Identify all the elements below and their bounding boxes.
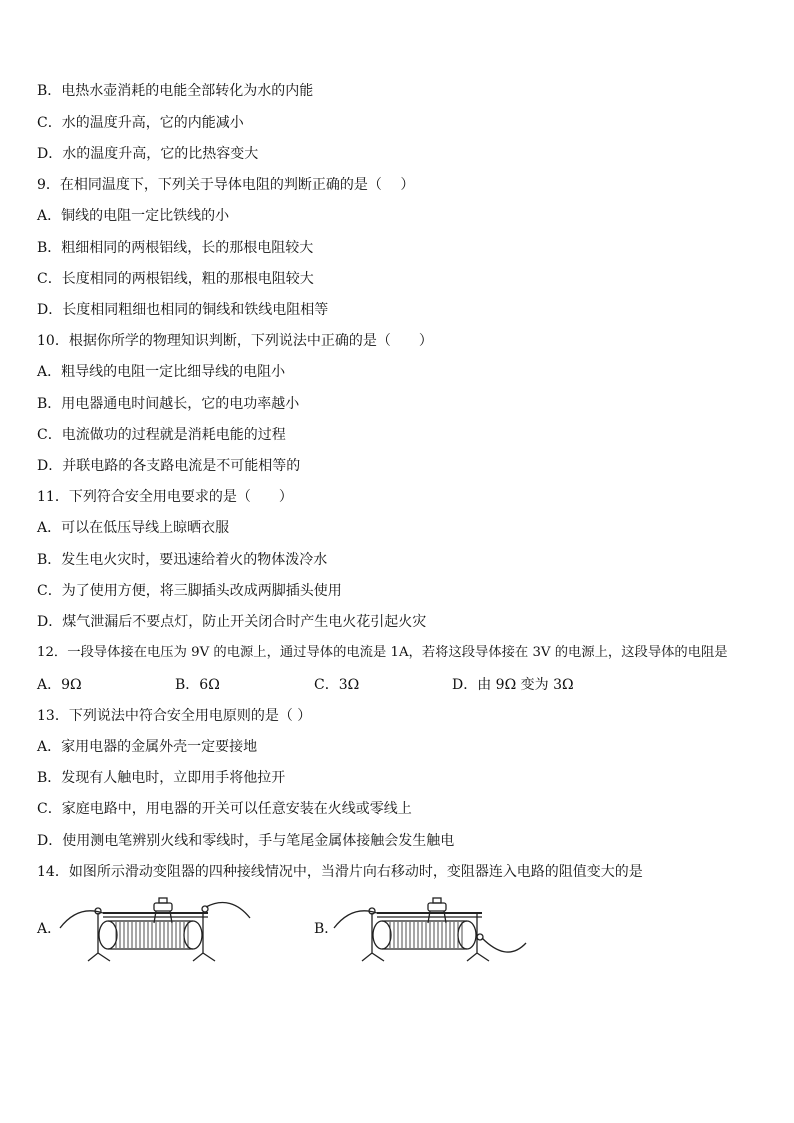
question-11: 11．下列符合安全用电要求的是（ ） (37, 489, 293, 505)
option-c-q8: C．水的温度升高，它的内能减小 (37, 115, 244, 131)
option-c-q9: C．长度相同的两根铝线，粗的那根电阻较大 (37, 271, 314, 287)
option-a-q11: A．可以在低压导线上晾晒衣服 (37, 520, 230, 536)
option-a-q9: A．铜线的电阻一定比铁线的小 (37, 208, 230, 224)
option-d-q12: D．由 9Ω 变为 3Ω (452, 677, 574, 693)
option-a-q13: A．家用电器的金属外壳一定要接地 (37, 739, 258, 755)
option-a-q12: A．9Ω (37, 677, 82, 693)
question-9: 9．在相同温度下，下列关于导体电阻的判断正确的是（ ） (37, 177, 415, 193)
option-c-q12: C．3Ω (314, 677, 360, 693)
option-b-q9: B．粗细相同的两根铝线，长的那根电阻较大 (37, 240, 314, 256)
rheostat-figure-a (58, 893, 258, 965)
rheostat-figure-b (332, 893, 532, 965)
option-d-q10: D．并联电路的各支路电流是不可能相等的 (37, 458, 301, 474)
option-c-q13: C．家庭电路中，用电器的开关可以任意安装在火线或零线上 (37, 801, 412, 817)
option-d-q11: D．煤气泄漏后不要点灯，防止开关闭合时产生电火花引起火灾 (37, 614, 427, 630)
question-13: 13．下列说法中符合安全用电原则的是（ ） (37, 708, 312, 724)
question-10: 10．根据你所学的物理知识判断，下列说法中正确的是（ ） (37, 333, 433, 349)
figure-b-label: B． (314, 921, 339, 937)
option-b-q12: B．6Ω (175, 677, 220, 693)
option-a-q10: A．粗导线的电阻一定比细导线的电阻小 (37, 364, 286, 380)
option-d-q13: D．使用测电笔辨别火线和零线时，手与笔尾金属体接触会发生触电 (37, 833, 455, 849)
option-b-q8: B．电热水壶消耗的电能全部转化为水的内能 (37, 83, 314, 99)
option-b-q11: B．发生电火灾时，要迅速给着火的物体泼冷水 (37, 552, 328, 568)
option-d-q9: D．长度相同粗细也相同的铜线和铁线电阻相等 (37, 302, 329, 318)
option-b-q10: B．用电器通电时间越长，它的电功率越小 (37, 396, 300, 412)
question-12: 12．一段导体接在电压为 9V 的电源上，通过导体的电流是 1A，若将这段导体接在 3V 的电源上，这段导体的电阻是 (37, 645, 728, 660)
option-b-q13: B．发现有人触电时，立即用手将他拉开 (37, 770, 286, 786)
option-d-q8: D．水的温度升高，它的比热容变大 (37, 146, 259, 162)
figure-a-label: A． (37, 921, 62, 937)
option-c-q11: C．为了使用方便，将三脚插头改成两脚插头使用 (37, 583, 342, 599)
question-14: 14．如图所示滑动变阻器的四种接线情况中，当滑片向右移动时，变阻器连入电路的阻值变大的是 (37, 864, 643, 880)
option-c-q10: C．电流做功的过程就是消耗电能的过程 (37, 427, 286, 443)
